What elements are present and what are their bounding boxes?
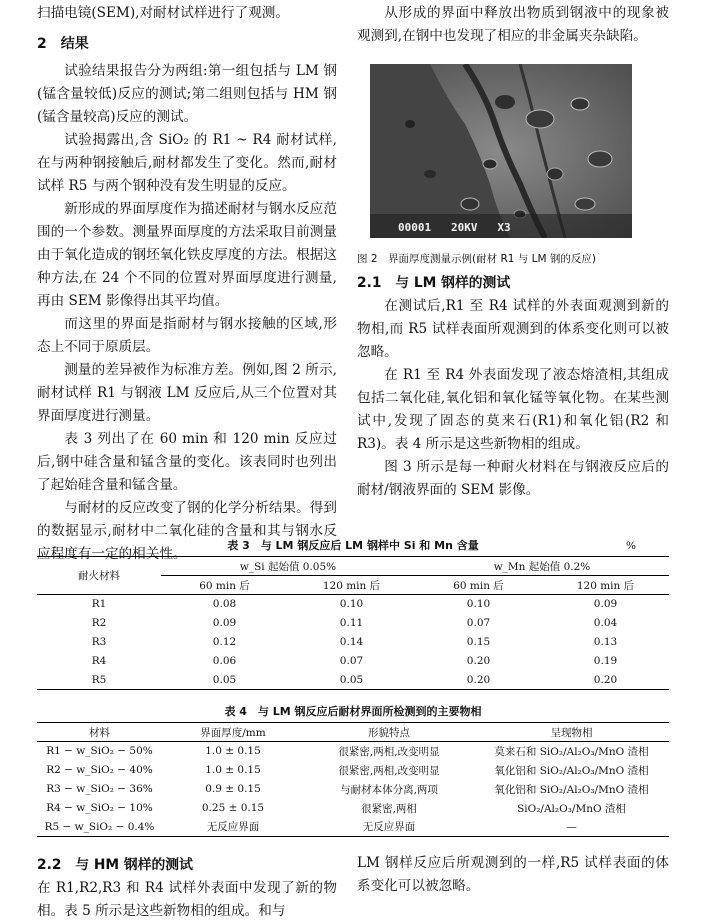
table-cell: 无反应界面 <box>362 821 416 834</box>
table3-header-si-120: 120 min 后 <box>288 576 415 595</box>
table3-header-mn-60: 60 min 后 <box>415 576 542 595</box>
paragraph: 新形成的界面厚度作为描述耐材与钢水反应范围的一个参数。测量界面厚度的方法采取目前测量由于氧化造成的钢坯氧化铁皮厚度的方法。根据这种方法,在 24 个不同的位置对界面厚度进行测量,再由 SEM 影像得出其平均值。 <box>37 201 337 309</box>
table-cell: 0.20 <box>466 673 491 686</box>
table-row <box>37 671 669 690</box>
paragraph: 与耐材的反应改变了钢的化学分析结果。得到的数据显示,耐材中二氧化硅的含量和其与钢水反应程度有一定的相关性。 <box>37 500 337 562</box>
paragraph: 在 R1 至 R4 外表面发现了液态熔渣相,其组成包括二氧化硅,氧化铝和氧化锰等氧化物。在某些测试中,发现了固态的莫来石(R1)和氧化铝(R2 和 R3)。表 4 所示是这些新物相的组成。 <box>357 367 669 452</box>
table-cell: 很紧密,两相 <box>361 802 417 815</box>
table-cell: R3 <box>91 636 107 648</box>
table3-title: 表 3 与 LM 钢反应后 LM 钢样中 Si 和 Mn 含量 <box>227 539 479 552</box>
paragraph: LM 钢样反应后所观测到的一样,R5 试样表面的体系变化可以被忽略。 <box>357 855 669 894</box>
paragraph: 从形成的界面中释放出物质到钢液中的现象被观测到,在钢中也发现了相应的非金属夹杂缺陷。 <box>357 5 669 44</box>
table-cell: R1 <box>91 598 107 611</box>
table-cell: 0.05 <box>212 673 237 686</box>
table-cell: 很紧密,两相,改变明显 <box>338 745 440 758</box>
table-cell: 莫来石和 SiO₂/Al₂O₃/MnO 渣相 <box>494 745 649 758</box>
table3-header-mn-120: 120 min 后 <box>542 576 669 595</box>
table-cell: 0.08 <box>212 598 237 611</box>
paragraph: 试验结果报告分为两组:第一组包括与 LM 钢(锰含量较低)反应的测试;第二组则包括与 HM 钢(锰含量较高)反应的测试。 <box>37 63 337 125</box>
table3 <box>37 556 669 690</box>
table-cell: 1.0 ± 0.15 <box>205 745 261 758</box>
table-cell: 0.15 <box>466 636 491 648</box>
subsection-heading-lm: 2.1 与 LM 钢样的测试 <box>357 275 511 291</box>
table-cell: 0.05 <box>339 673 364 686</box>
table-row <box>37 761 669 780</box>
subsection-heading-hm: 2.2 与 HM 钢样的测试 <box>37 857 193 873</box>
right-column <box>357 2 669 502</box>
sem-scale-label: 00001 20KV X3 <box>398 221 511 234</box>
left-column <box>37 2 337 566</box>
table-row <box>37 595 669 614</box>
paragraph: 图 3 所示是每一种耐火材料在与钢液反应后的耐材/钢液界面的 SEM 影像。 <box>357 459 669 498</box>
section-heading-results: 2 结果 <box>37 36 89 52</box>
table4-title: 表 4 与 LM 钢反应后耐材界面所检测到的主要物相 <box>224 705 482 718</box>
table3-header-mn: w_Mn 起始值 0.2% <box>415 557 669 576</box>
table4-header-material: 材料 <box>89 726 110 739</box>
table-cell: SiO₂/Al₂O₃/MnO 渣相 <box>517 802 626 815</box>
table-cell: 无反应界面 <box>206 821 260 834</box>
table-row <box>37 614 669 633</box>
table-cell: 0.09 <box>212 617 237 629</box>
table-cell: 氧化铝和 SiO₂/Al₂O₃/MnO 渣相 <box>494 783 649 796</box>
table4-header-morphology: 形貌特点 <box>368 726 410 739</box>
table-cell: 0.07 <box>339 655 364 667</box>
table-cell: R3 − w_SiO₂ − 36% <box>46 783 153 795</box>
table-cell: 0.20 <box>593 673 618 686</box>
table-row <box>37 742 669 761</box>
table-row <box>37 799 669 818</box>
paragraph: 扫描电镜(SEM),对耐材试样进行了观测。 <box>37 5 289 21</box>
table4-header-phase: 呈现物相 <box>550 726 593 739</box>
table-cell: 0.07 <box>466 617 491 629</box>
table-cell: 0.19 <box>593 655 618 667</box>
right-column-bottom <box>357 852 669 898</box>
table3-header-si-60: 60 min 后 <box>161 576 288 595</box>
table-cell: 0.20 <box>466 655 491 667</box>
table-row <box>37 818 669 837</box>
paragraph: 在测试后,R1 至 R4 试样的外表面观测到新的物相,而 R5 试样表面所观测到的体系变化则可以被忽略。 <box>357 298 669 360</box>
paragraph: 试验揭露出,含 SiO₂ 的 R1 ~ R4 耐材试样,在与两种钢接触后,耐材都发生了变化。然而,耐材试样 R5 与两个钢种没有发生明显的反应。 <box>37 132 337 194</box>
paragraph: 在 R1,R2,R3 和 R4 试样外表面中发现了新的物相。表 5 所示是这些新物相的组成。和与 <box>37 880 337 919</box>
table-cell: R4 − w_SiO₂ − 10% <box>46 802 153 814</box>
table3-header-material: 耐火材料 <box>37 557 161 595</box>
sem-micrograph-figure <box>370 64 632 238</box>
table-cell: 0.14 <box>339 636 364 648</box>
table4-header-thickness: 界面厚度/mm <box>200 726 266 739</box>
table-cell: — <box>566 820 577 833</box>
table-cell: R2 − w_SiO₂ − 40% <box>46 764 153 776</box>
table3-unit: % <box>626 540 636 552</box>
table-cell: R1 − w_SiO₂ − 50% <box>46 745 153 758</box>
paragraph: 而这里的界面是指耐材与钢水接触的区域,形态上不同于原质层。 <box>37 316 337 355</box>
table-cell: 1.0 ± 0.15 <box>205 764 261 776</box>
table-row <box>37 780 669 799</box>
table-cell: R2 <box>91 617 107 629</box>
table-cell: 0.9 ± 0.15 <box>205 783 261 795</box>
figure-caption: 图 2 界面厚度测量示例(耐材 R1 与 LM 钢的反应) <box>357 253 596 265</box>
table-row <box>37 652 669 671</box>
table-cell: 很紧密,两相,改变明显 <box>338 764 440 777</box>
left-column-bottom <box>37 852 337 923</box>
table-cell: 与耐材本体分离,两项 <box>340 783 438 796</box>
table-cell: 0.06 <box>212 655 237 667</box>
table-row <box>37 633 669 652</box>
paragraph: 表 3 列出了在 60 min 和 120 min 反应过后,钢中硅含量和锰含量的变化。该表同时也列出了起始硅含量和锰含量。 <box>37 431 337 493</box>
table-cell: 0.04 <box>593 617 618 629</box>
table-cell: R4 <box>91 655 107 667</box>
table4 <box>37 722 669 837</box>
table-cell: 氧化铝和 SiO₂/Al₂O₃/MnO 渣相 <box>494 764 649 777</box>
table-cell: 0.10 <box>466 598 491 611</box>
table-cell: 0.13 <box>593 636 618 648</box>
sem-image <box>370 64 632 238</box>
table-cell: 0.25 ± 0.15 <box>201 802 265 814</box>
table-cell: 0.09 <box>593 598 618 611</box>
table3-header-si: w_Si 起始值 0.05% <box>161 557 415 576</box>
table-cell: R5 − w_SiO₂ − 0.4% <box>44 820 155 833</box>
table-cell: 0.11 <box>339 617 364 629</box>
table-cell: R5 <box>91 673 107 686</box>
table-cell: 0.10 <box>339 598 364 611</box>
paragraph: 测量的差异被作为标准方差。例如,图 2 所示,耐材试样 R1 与钢液 LM 反应后,从三个位置对其界面厚度进行测量。 <box>37 362 337 424</box>
table-cell: 0.12 <box>212 636 237 648</box>
